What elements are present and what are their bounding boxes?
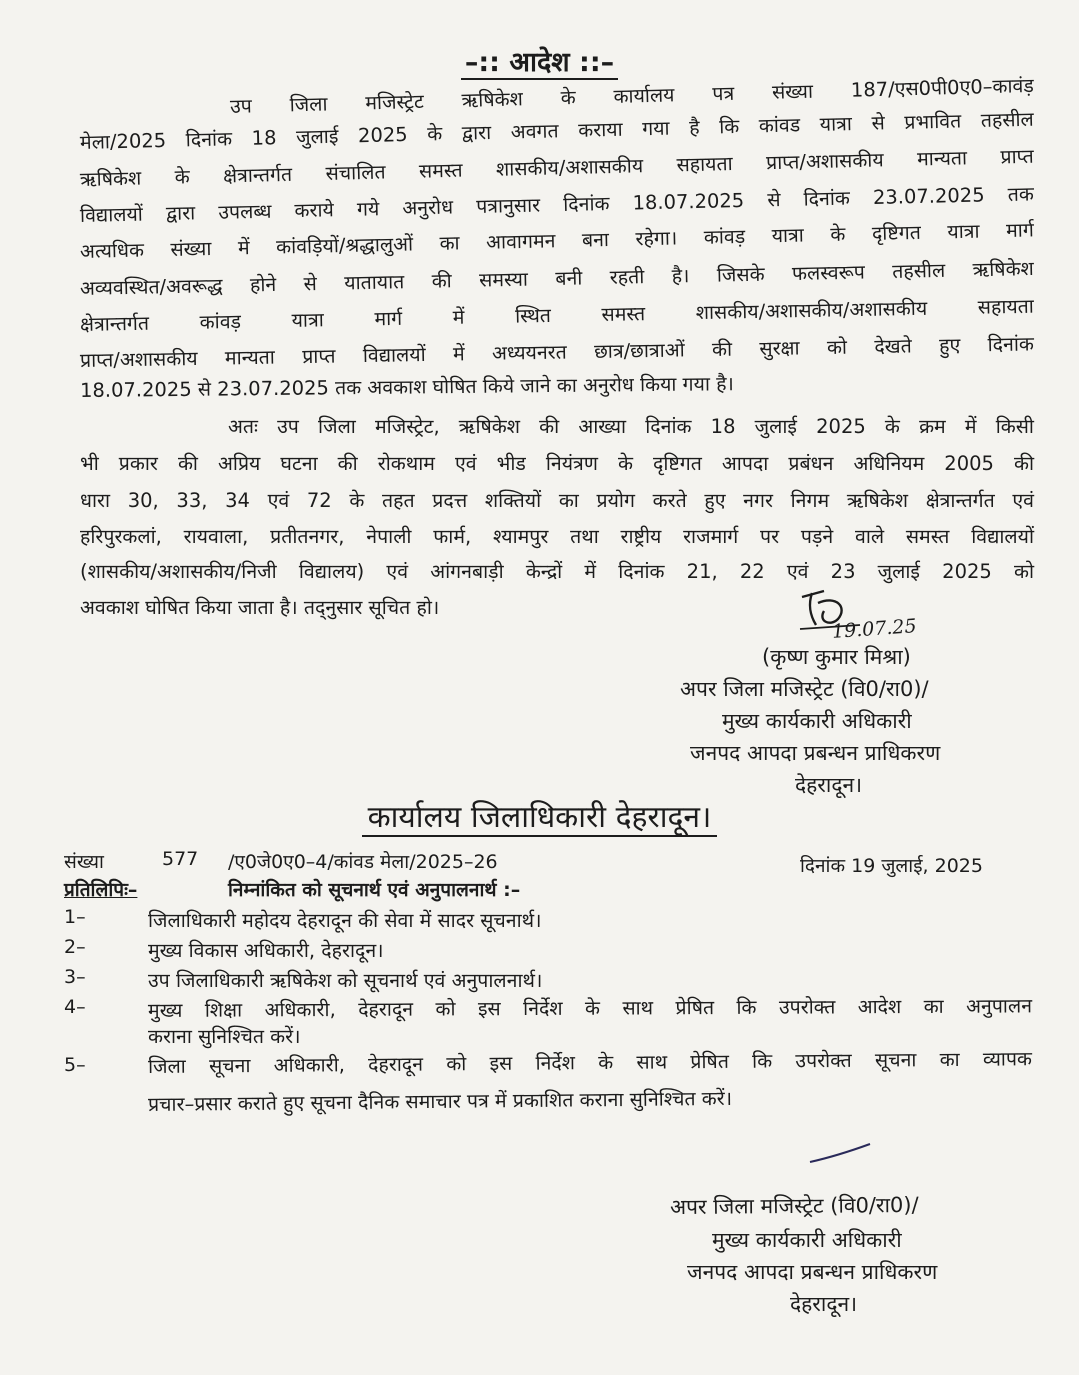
sig2-designation-1: अपर जिला मजिस्ट्रेट (वि0/रा0)/ xyxy=(669,1192,919,1220)
para2-line-3: धारा 30, 33, 34 एवं 72 के तहत प्रदत्त शक्तियों का प्रयोग करते हुए नगर निगम ऋषिकेश क्षेत्रान्तर्गत एवं xyxy=(80,489,1034,512)
copy-item-1-text: जिलाधिकारी महोदय देहरादून की सेवा में सादर सूचनार्थ। xyxy=(148,909,542,932)
para2-line-5: (शासकीय/अशासकीय/निजी विद्यालय) एवं आंगनबाड़ी केन्द्रों में दिनांक 21, 22 एवं 23 जुलाई 2025 को xyxy=(80,560,1034,583)
para2-line-1: अतः उप जिला मजिस्ट्रेट, ऋषिकेश की आख्या दिनांक 18 जुलाई 2025 के क्रम में किसी xyxy=(228,415,1034,438)
initials-mark xyxy=(806,1140,876,1170)
signatory-name: (कृष्ण कुमार मिश्रा) xyxy=(762,645,911,669)
copy-item-5-text-line-1: जिला सूचना अधिकारी, देहरादून को इस निर्देश के साथ प्रेषित कि उपरोक्त सूचना का व्यापक xyxy=(147,1047,1033,1078)
copy-item-1-number: 1– xyxy=(64,906,86,928)
copy-item-2-text: मुख्य विकास अधिकारी, देहरादून। xyxy=(148,939,384,962)
para1-line-7: क्षेत्रान्तर्गत कांवड़ यात्रा मार्ग में स्थित समस्त शासकीय/अशासकीय/अशासकीय सहायता xyxy=(79,294,1035,336)
sig1-designation-4: देहरादून। xyxy=(795,773,863,797)
para1-line-4: विद्यालयों द्वारा उपलब्ध कराये गये अनुरोध पत्रानुसार दिनांक 18.07.2025 से दिनांक 23.07.2025 तक xyxy=(79,182,1035,227)
copy-item-3-number: 3– xyxy=(64,966,86,988)
para1-line-2: मेला/2025 दिनांक 18 जुलाई 2025 के द्वारा अवगत कराया गया है कि कांवड यात्रा से प्रभावित तहसील xyxy=(79,107,1035,154)
reference-file: /ए0जे0ए0–4/कांवड मेला/2025–26 xyxy=(228,851,498,873)
sig1-designation-3: जनपद आपदा प्रबन्धन प्राधिकरण xyxy=(690,741,941,765)
reference-label: संख्या xyxy=(64,851,104,873)
reference-number: 577 xyxy=(162,848,199,870)
para1-line-8: प्राप्त/अशासकीय मान्यता प्राप्त विद्यालयों में अध्ययनरत छात्र/छात्राओं की सुरक्षा को देखते हुए दिनांक xyxy=(79,332,1035,372)
sig2-designation-2: मुख्य कार्यकारी अधिकारी xyxy=(712,1228,902,1252)
copy-item-2-number: 2– xyxy=(64,936,86,958)
sig2-designation-4: देहरादून। xyxy=(790,1292,858,1316)
para1-line-3: ऋषिकेश के क्षेत्रान्तर्गत संचालित समस्त शासकीय/अशासकीय सहायता प्राप्त/अशासकीय मान्यता प्राप्त xyxy=(79,144,1035,191)
para1-line-1: उप जिला मजिस्ट्रेट ऋषिकेश के कार्यालय पत्र संख्या 187/एस0पी0ए0–कावंड़ xyxy=(229,73,1035,118)
para1-line-9: 18.07.2025 से 23.07.2025 तक अवकाश घोषित किये जाने का अनुरोध किया गया है। xyxy=(79,372,735,402)
copy-label: प्रतिलिपिः– xyxy=(64,879,138,901)
copy-item-3-text: उप जिलाधिकारी ऋषिकेश को सूचनार्थ एवं अनुपालनार्थ। xyxy=(148,969,543,992)
copy-item-5-text-line-2: प्रचार–प्रसार कराते हुए सूचना दैनिक समाचार पत्र में प्रकाशित कराना सुनिश्चित करें। xyxy=(147,1086,733,1116)
para1-line-6: अव्यवस्थित/अवरूद्ध होने से यातायात की समस्या बनी रहती है। जिसके फलस्वरूप तहसील ऋषिकेश xyxy=(79,257,1035,300)
office-heading: कार्यालय जिलाधिकारी देहरादून। xyxy=(0,795,1079,836)
order-heading: –:: आदेश ::– xyxy=(0,42,1079,79)
para2-line-6: अवकाश घोषित किया जाता है। तद्नुसार सूचित हो। xyxy=(80,596,440,619)
para2-line-2: भी प्रकार की अप्रिय घटना की रोकथाम एवं भीड नियंत्रण के दृष्टिगत आपदा प्रबंधन अधिनियम 2005 की xyxy=(80,452,1034,475)
signature-date: 19.07.25 xyxy=(831,615,918,643)
copy-intro: निम्नांकित को सूचनार्थ एवं अनुपालनार्थ :– xyxy=(228,879,521,901)
copy-item-4-text-line-2: कराना सुनिश्चित करें। xyxy=(148,1025,301,1048)
sig1-designation-1: अपर जिला मजिस्ट्रेट (वि0/रा0)/ xyxy=(680,677,929,701)
para2-line-4: हरिपुरकलां, रायवाला, प्रतीतनगर, नेपाली फार्म, श्यामपुर तथा राष्ट्रीय राजमार्ग पर पड़ने वाले समस्त विद्यालयों xyxy=(80,525,1034,548)
copy-item-5-number: 5– xyxy=(64,1054,86,1076)
copy-item-4-number: 4– xyxy=(64,996,86,1018)
reference-date: दिनांक 19 जुलाई, 2025 xyxy=(800,855,983,877)
copy-item-4-text-line-1: मुख्य शिक्षा अधिकारी, देहरादून को इस निर्देश के साथ प्रेषित कि उपरोक्त आदेश का अनुपालन xyxy=(147,994,1033,1022)
sig2-designation-3: जनपद आपदा प्रबन्धन प्राधिकरण xyxy=(687,1260,938,1284)
para1-line-5: अत्यधिक संख्या में कांवड़ियों/श्रद्धालुओं का आवागमन बना रहेगा। कांवड़ यात्रा के दृष्टिगत यात्रा मार्ग xyxy=(79,218,1035,263)
sig1-designation-2: मुख्य कार्यकारी अधिकारी xyxy=(722,709,912,733)
